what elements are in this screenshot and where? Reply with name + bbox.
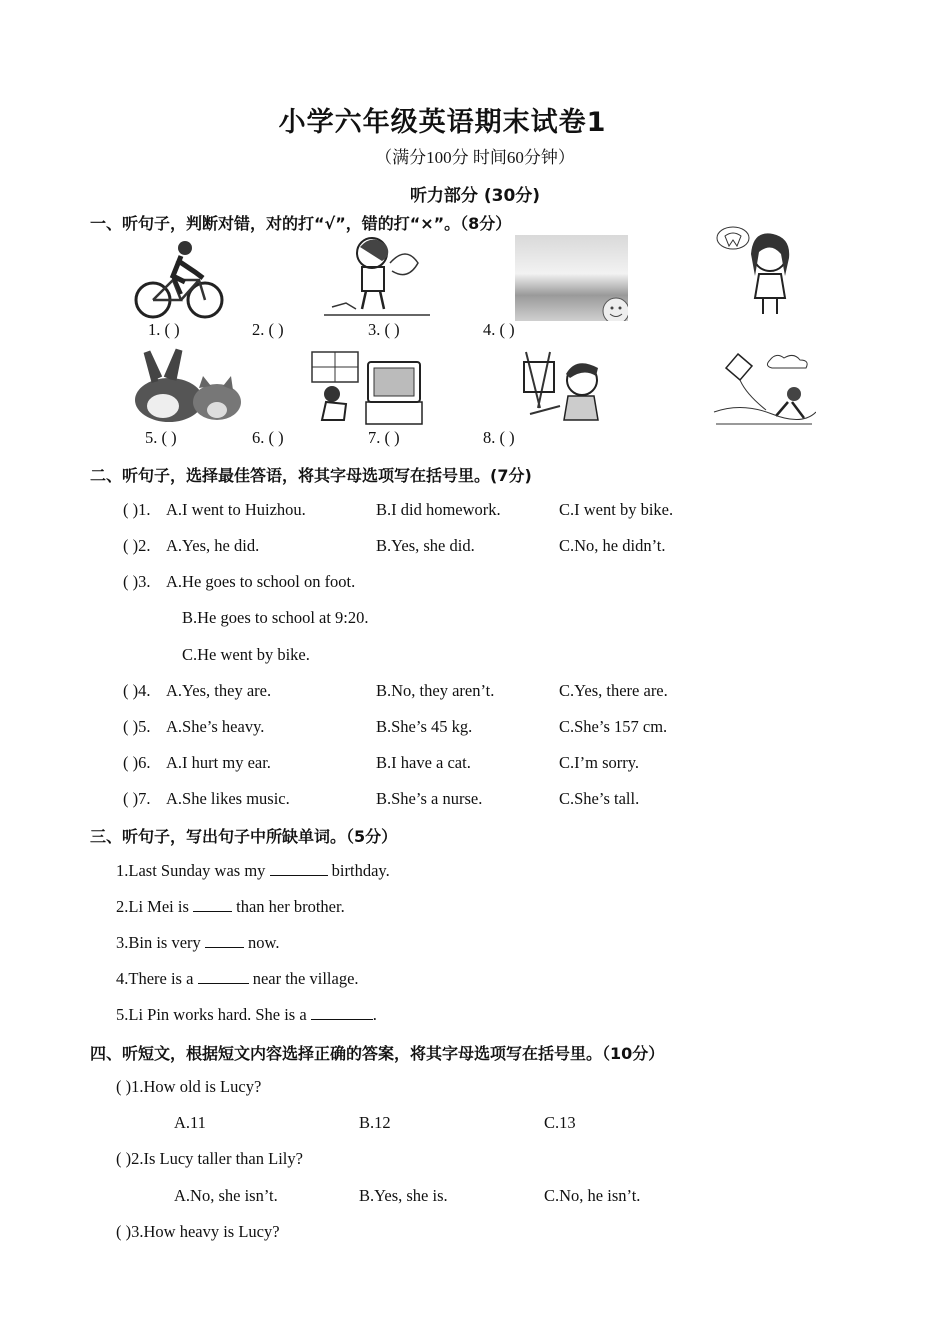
item-label: 4. ( ) <box>483 320 515 339</box>
item-label: 3. ( ) <box>368 320 400 339</box>
item-label: 8. ( ) <box>483 428 515 447</box>
option-c: C.He went by bike. <box>182 645 310 664</box>
part-title: 听力部分 (30分) <box>409 186 541 206</box>
item-label: 2. ( ) <box>252 320 284 339</box>
fill-in-sentence: 2.Li Mei is than her brother. <box>116 897 345 916</box>
option-b: B.She’s a nurse. <box>376 789 483 808</box>
item-label: 7. ( ) <box>368 428 400 447</box>
option-c: C.No, he didn’t. <box>559 536 666 555</box>
question-stem: ( )3.How heavy is Lucy? <box>116 1222 280 1241</box>
option-b: B.Yes, she is. <box>359 1186 448 1205</box>
option-c: C.Yes, there are. <box>559 681 668 700</box>
option-a: A.She likes music. <box>166 789 290 808</box>
option-a: A.I went to Huizhou. <box>166 500 306 519</box>
option-b: B.12 <box>359 1113 391 1132</box>
option-c: C.I went by bike. <box>559 500 674 519</box>
answer-blank[interactable] <box>198 969 249 984</box>
girl-toothache-picture <box>715 224 805 319</box>
answer-blank[interactable] <box>311 1005 373 1020</box>
fill-in-sentence: 5.Li Pin works hard. She is a . <box>116 1005 377 1024</box>
section1-heading: 一、听句子，判断对错，对的打“√”，错的打“×”。（8分） <box>90 214 512 233</box>
cyclist-picture <box>133 236 225 322</box>
option-a: A.Yes, they are. <box>166 681 272 700</box>
option-c: C.She’s tall. <box>559 789 640 808</box>
option-a: A.He goes to school on foot. <box>166 572 356 591</box>
landscape-photo <box>515 235 628 321</box>
option-c: C.She’s 157 cm. <box>559 717 668 736</box>
boy-watching-tv-picture <box>310 348 426 428</box>
question-number: ( )1. <box>123 500 151 519</box>
option-c: C.No, he isn’t. <box>544 1186 641 1205</box>
option-c: C.I’m sorry. <box>559 753 640 772</box>
girl-walking-picture <box>322 233 432 319</box>
option-b: B.He goes to school at 9:20. <box>182 608 369 627</box>
question-number: ( )4. <box>123 681 151 700</box>
option-b: B.She’s 45 kg. <box>376 717 473 736</box>
item-label: 1. ( ) <box>148 320 180 339</box>
question-number: ( )3. <box>123 572 151 591</box>
fill-in-sentence: 4.There is a near the village. <box>116 969 359 988</box>
fill-in-sentence: 1.Last Sunday was my birthday. <box>116 861 390 880</box>
boy-painting-picture <box>520 348 610 428</box>
question-number: ( )2. <box>123 536 151 555</box>
option-a: A.Yes, he did. <box>166 536 260 555</box>
option-b: B.Yes, she did. <box>376 536 475 555</box>
rabbit-and-cat-picture <box>127 348 241 424</box>
option-a: A.11 <box>174 1113 206 1132</box>
option-b: B.I have a cat. <box>376 753 471 772</box>
children-flying-kite-picture <box>712 350 816 430</box>
question-stem: ( )1.How old is Lucy? <box>116 1077 262 1096</box>
page-title: 小学六年级英语期末试卷1 <box>278 107 607 138</box>
exam-info: （满分100分 时间60分钟） <box>375 148 575 167</box>
question-number: ( )5. <box>123 717 151 736</box>
option-c: C.13 <box>544 1113 576 1132</box>
question-stem: ( )2.Is Lucy taller than Lily? <box>116 1149 303 1168</box>
answer-blank[interactable] <box>193 897 232 912</box>
option-b: B.I did homework. <box>376 500 501 519</box>
section4-heading: 四、听短文，根据短文内容选择正确的答案，将其字母选项写在括号里。（10分） <box>90 1044 665 1063</box>
fill-in-sentence: 3.Bin is very now. <box>116 933 280 952</box>
item-label: 6. ( ) <box>252 428 284 447</box>
answer-blank[interactable] <box>205 933 244 948</box>
section3-heading: 三、听句子，写出句子中所缺单词。（5分） <box>90 827 398 846</box>
section2-heading: 二、听句子，选择最佳答语，将其字母选项写在括号里。(7分) <box>90 466 532 485</box>
question-number: ( )7. <box>123 789 151 808</box>
option-a: A.No, she isn’t. <box>174 1186 278 1205</box>
option-a: A.She’s heavy. <box>166 717 265 736</box>
option-a: A.I hurt my ear. <box>166 753 271 772</box>
answer-blank[interactable] <box>270 861 328 876</box>
item-label: 5. ( ) <box>145 428 177 447</box>
option-b: B.No, they aren’t. <box>376 681 495 700</box>
question-number: ( )6. <box>123 753 151 772</box>
